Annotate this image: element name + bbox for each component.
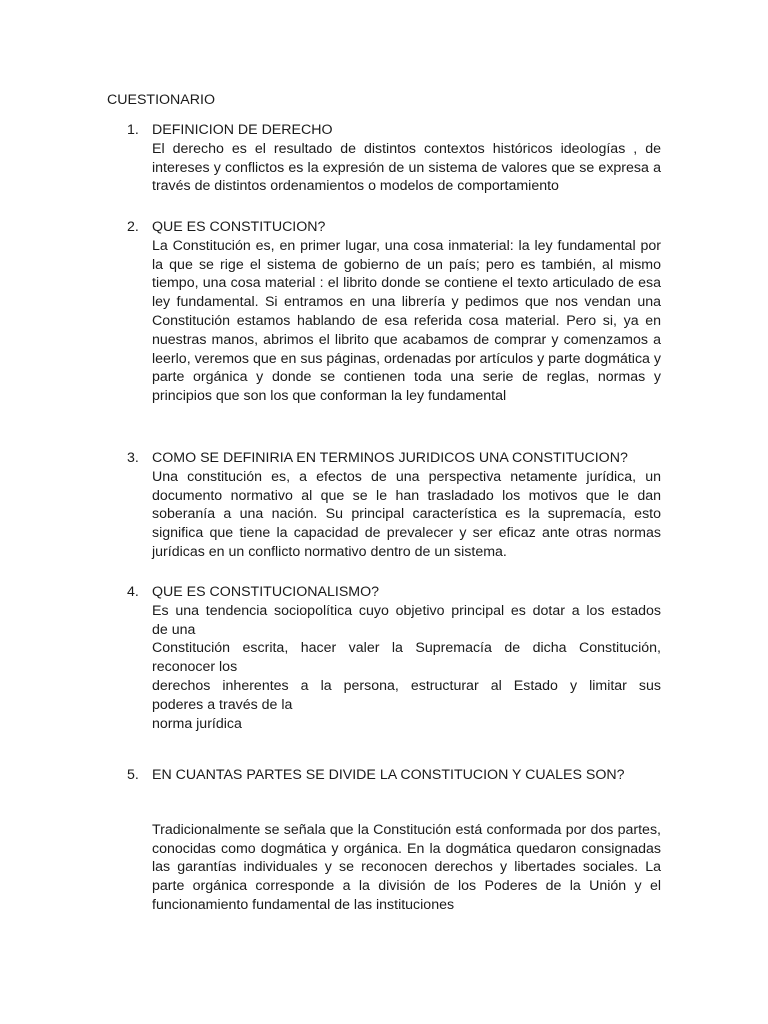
question-number: 3. <box>127 450 139 466</box>
question-number: 2. <box>127 219 139 235</box>
question-3 <box>107 449 661 562</box>
answer-text: El derecho es el resultado de distintos contextos históricos ideologías , de intereses y conflictos es la expresión de un sistema de valores que se expresa a través de distintos ordenamientos o modelos de comportamiento <box>152 140 661 195</box>
answer-text: La Constitución es, en primer lugar, una cosa inmaterial: la ley fundamental por la que se rige el sistema de gobierno de un país; pero es también, al mismo tiempo, una cosa material : el librito donde se contiene el texto articulado de esa ley fundamental. Si entramos en una librería y pedimos que nos vendan una Constitución estamos hablando de esa referida cosa material. Pero si, ya en nuestras manos, abrimos el librito que acabamos de comprar y comenzamos a leerlo, veremos que en sus páginas, ordenadas por artículos y parte dogmática y parte orgánica y donde se contienen toda una serie de reglas, normas y principios que son los que conforman la ley fundamental <box>152 237 661 405</box>
answer-line: norma jurídica <box>152 715 242 732</box>
answer-text: Tradicionalmente se señala que la Constitución está conformada por dos partes, conocidas como dogmática y orgánica. En la dogmática quedaron consignadas las garantías individuales y se reconocen derechos y libertades sociales. La parte orgánica corresponde a la división de los Poderes de la Unión y el funcionamiento fundamental de las instituciones <box>152 821 661 913</box>
answer-line: de una <box>152 621 196 638</box>
question-number: 5. <box>127 767 139 783</box>
answer-line: reconocer los <box>152 659 238 676</box>
question-number: 4. <box>127 584 139 600</box>
question-title: QUE ES CONSTITUCIONALISMO? <box>152 584 380 600</box>
question-2 <box>107 218 661 406</box>
question-1 <box>107 121 661 196</box>
question-heading <box>107 766 661 785</box>
answer-line: derechos inherentes a la persona, estructurar al Estado y limitar sus <box>152 677 661 694</box>
question-heading <box>107 449 661 468</box>
question-title: COMO SE DEFINIRIA EN TERMINOS JURIDICOS UNA CONSTITUCION? <box>152 450 628 466</box>
question-number: 1. <box>127 122 139 138</box>
question-heading <box>107 218 661 237</box>
question-heading <box>107 583 661 602</box>
answer-line: poderes a través de la <box>152 696 293 713</box>
question-title: DEFINICION DE DERECHO <box>152 122 333 138</box>
page-title: CUESTIONARIO <box>107 92 215 108</box>
question-5 <box>107 766 661 915</box>
answer-line: Constitución escrita, hacer valer la Supremacía de dicha Constitución, <box>152 640 661 657</box>
question-4 <box>107 583 661 733</box>
answer-line: Es una tendencia sociopolítica cuyo objetivo principal es dotar a los estados <box>152 602 661 619</box>
answer-text <box>152 602 661 734</box>
question-heading <box>107 121 661 140</box>
answer-text: Una constitución es, a efectos de una perspectiva netamente jurídica, un documento normativo al que se le han trasladado los motivos que le dan soberanía a una nación. Su principal característica es la supremacía, esto significa que tiene la capacidad de prevalecer y ser eficaz ante otras normas jurídicas en un conflicto normativo dentro de un sistema. <box>152 468 661 560</box>
question-title: QUE ES CONSTITUCION? <box>152 219 326 235</box>
question-title: EN CUANTAS PARTES SE DIVIDE LA CONSTITUCION Y CUALES SON? <box>152 767 625 783</box>
